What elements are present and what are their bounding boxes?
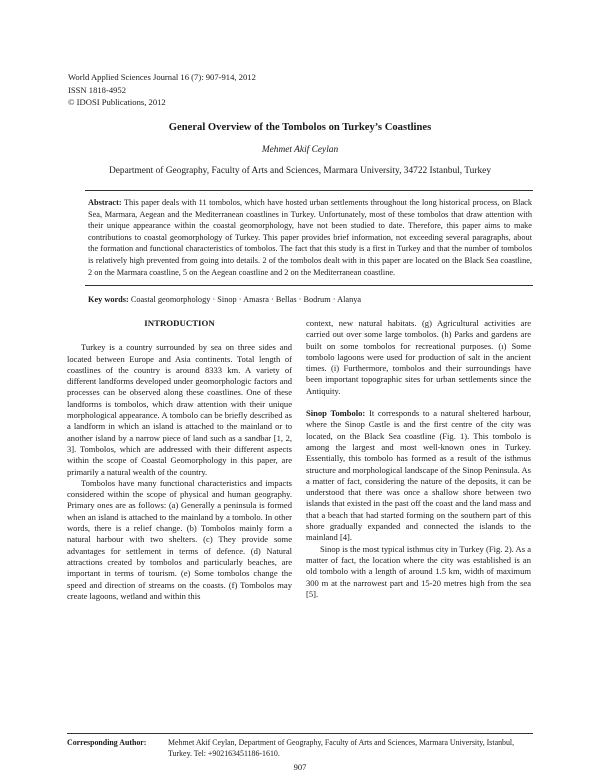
- journal-copyright: © IDOSI Publications, 2012: [68, 97, 166, 107]
- journal-citation: World Applied Sciences Journal 16 (7): 907-914, 2012: [68, 72, 256, 82]
- journal-header: [68, 71, 256, 109]
- corresponding-author-label: Corresponding Author:: [67, 738, 147, 747]
- abstract-label: Abstract:: [88, 198, 122, 207]
- corresponding-author-text: Mehmet Akif Ceylan, Department of Geography, Faculty of Arts and Sciences, Marmara University, Istanbul, Turkey. Tel: +902163451186-1610.: [168, 738, 515, 758]
- section-heading-introduction: INTRODUCTION: [144, 318, 215, 328]
- abstract: [88, 197, 532, 278]
- paper-author: Mehmet Akif Ceylan: [261, 145, 339, 155]
- abstract-bottom-rule: [85, 285, 533, 286]
- intro-paragraph-2: Tombolos have many functional characteristics and impacts considered within the scope of physical and human geography. Primary ones are as follows: (a) Generally a peninsula is formed when an island is attached to the mainland by a tombolo. In other words, there is a relief change. (b) Tombolos mainly form a natural harbour with two shelters. (c) They provide some advantages for settlement in terms of defence. (d) Natural attractions created by tombolos and particularly beaches, are important in terms of tourism. (e) Some tombolos change the speed and direction of streams on the coasts. (f) Tombolos may create lagoons, wetland and within this: [67, 477, 292, 601]
- intro-paragraph-1: Turkey is a country surrounded by sea on three sides and located between Europe and Asia continents. Total length of coastlines of the country is around 8333 km. A variety of different landforms developed under geomorphologic factors and processes can be observed along these coastlines. One of these landforms is tombolos, which draw attention with their unique morphological appearance. A tombolo can be briefly described as a landform in which an island is attached to the mainland or to another island by a narrow piece of land such as a sandbar [1, 2, 3]. Tombolos, which are addressed with their different aspects within the scope of Coastal Geomorphology in this paper, are primarily a natural wealth of the country.: [67, 342, 292, 477]
- footer-rule: [67, 733, 533, 734]
- sinop-tombolo-label: Sinop Tombolo:: [306, 408, 366, 419]
- functions-paragraph: context, new natural habitats. (g) Agricultural activities are carried out over some large tombolos. (h) Parks and gardens are built on some tombolos for recreational purposes. (ı) Some tombolo lagoons were used for production of salt in the ancient times. (i) Furthermore, tombolos and their surroundings have been important topographic sites for urban settlements since the Antiquity.: [306, 318, 531, 396]
- keywords: [88, 295, 532, 304]
- paper-title: General Overview of the Tombolos on Turkey’s Coastlines: [168, 122, 432, 133]
- sinop-paragraph-text: It corresponds to a natural sheltered harbour, where the Sinop Castle is and the first centre of the city was located, on the Black Sea coastline (Fig. 1). This tombolo is among the largest and most well-known ones in Turkey. Essentially, this tombolo has formed as a result of the isthmus structure and morphological landscape of the Sinop Peninsula. As a matter of fact, considering the nature of the deposits, it can be understood that there was once a shallow shore between two islands that existed in the past off the coast and the land mass and that a beach that had started forming on the southern part of this shore gradually expanded and connected the islands to the mainland [4].: [306, 408, 531, 543]
- sinop-isthmus-paragraph: Sinop is the most typical isthmus city in Turkey (Fig. 2). As a matter of fact, the location where the city was established is an old tombolo with a length of around 1.5 km, width of maximum 300 m at the narrowest part and 15-20 metres high from the sea [5].: [306, 543, 531, 599]
- keywords-list: Coastal geomorphology · Sinop · Amasra · Bellas · Bodrum · Alanya: [130, 295, 362, 304]
- abstract-top-rule: [85, 190, 533, 191]
- page-number: 907: [293, 762, 307, 772]
- sinop-paragraph: [306, 408, 531, 544]
- left-column: [67, 318, 292, 602]
- author-affiliation: Department of Geography, Faculty of Arts and Sciences, Marmara University, 34722 Istanbul, Turkey: [108, 166, 492, 176]
- journal-issn: ISSN 1818-4952: [68, 84, 127, 95]
- right-column: [306, 318, 531, 600]
- abstract-text: This paper deals with 11 tombolos, which have hosted urban settlements throughout the long historical process, on Black Sea, Marmara, Aegean and the Mediterranean coastlines in Turkey. Unfortunately, most of these tombolos that draw attention with their unique appearance within the coastal geomorphology, have not been studied to date. Therefore, this paper aims to make contributions to coastal geomorphology of Turkey. This paper provides brief information, not exceeding several paragraphs, about the formation and functional characteristics of tombolos. The fact that this study is a first in Turkey and that the number of tombolos is relatively high prevented from going into details. 2 of the tombolos dealt with in this paper are located on the Black Sea coastline, 2 on the Marmara coastline, 5 on the Aegean coastline and 2 on the Mediterranean coastline.: [88, 198, 532, 277]
- keywords-label: Key words:: [88, 295, 129, 304]
- corresponding-author: [67, 737, 533, 759]
